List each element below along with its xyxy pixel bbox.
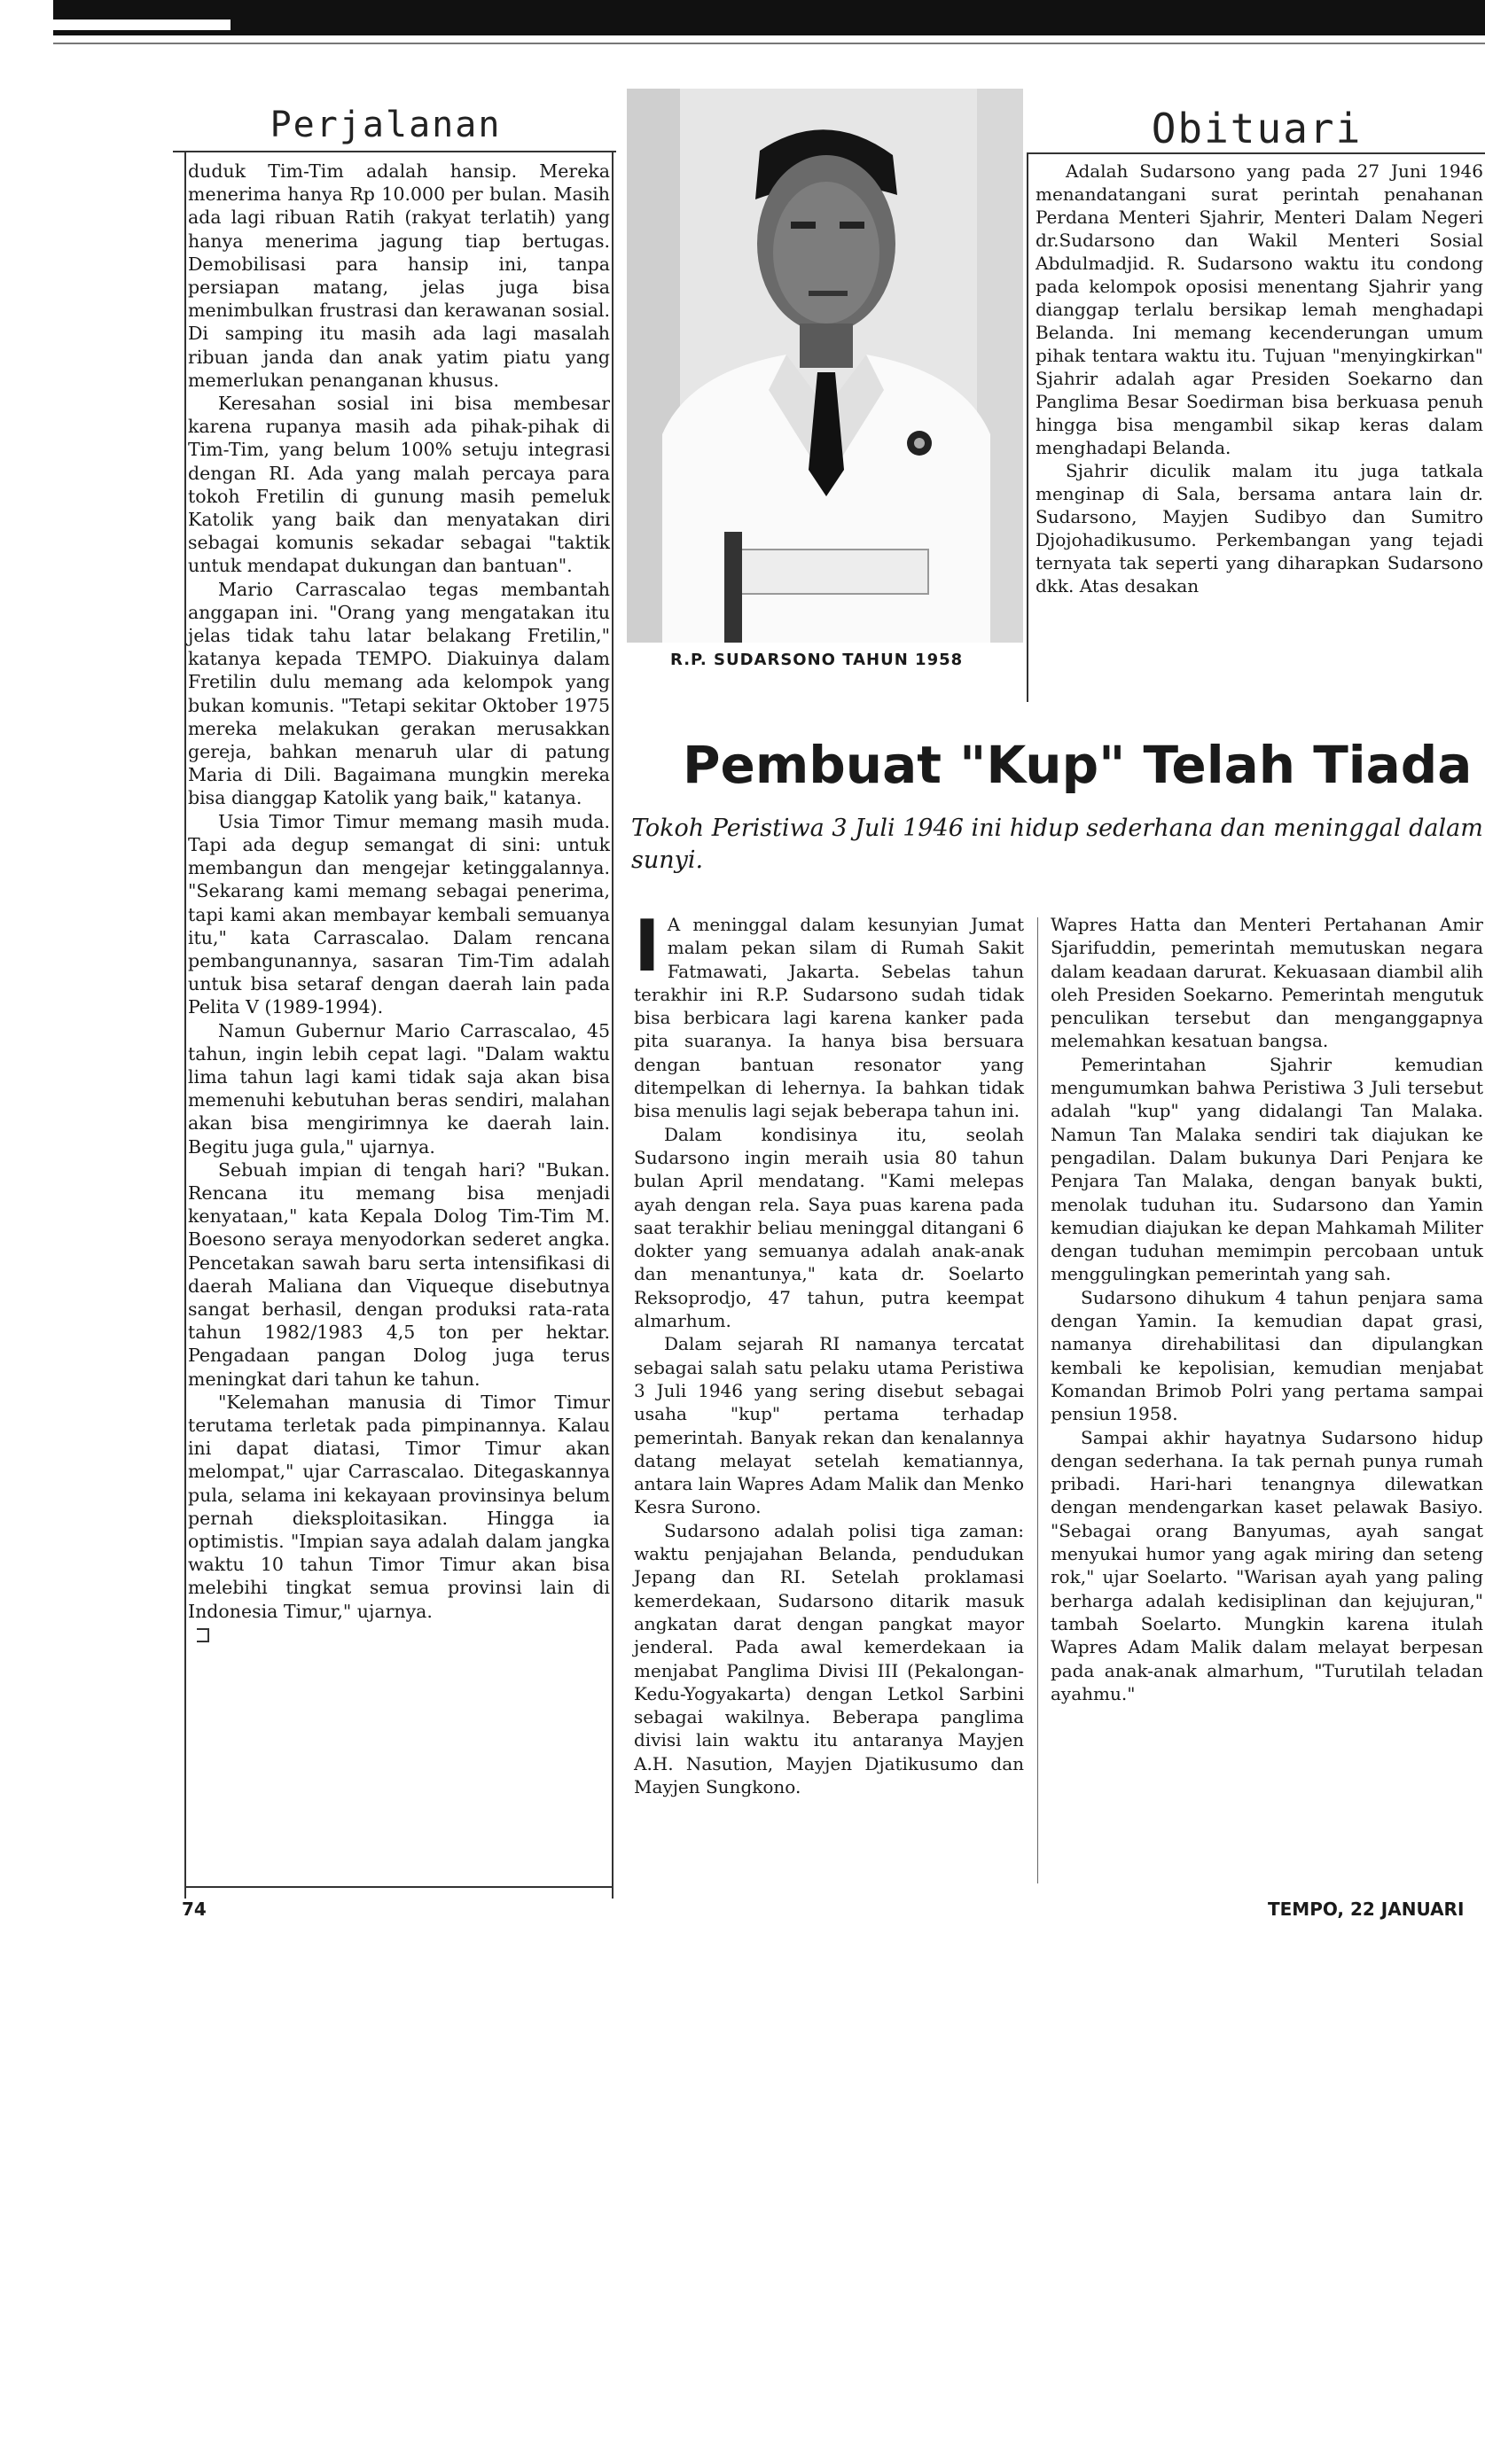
middle-paragraph-first bbox=[634, 905, 1024, 1123]
right-paragraph: Sudarsono dihukum 4 tahun penjara sama dengan Yamin. Ia kemudian dapat grasi, namanya direhabilitasi dan dipulangkan kembali ke kepolisian, kemudian menjabat Komandan Brimob Polri yang pertama sampai pensiun 1958. bbox=[1051, 1286, 1483, 1425]
portrait-photo bbox=[627, 89, 1023, 643]
right-paragraph: Sampai akhir hayatnya Sudarsono hidup dengan sederhana. Ia tak pernah punya rumah pribadi. Hari-hari tenangnya dilewatkan dengan mendengarkan kaset pelawak Basiyo. "Sebagai orang Banyumas, ayah sangat menyukai humor yang agak miring dan seteng rok," ujar Soelarto. "Warisan ayah yang paling berharga adalah kedisiplinan dan kejujuran," tambah Soelarto. Mungkin karena itulah Wapres Adam Malik dalam melayat berpesan pada anak-anak almarhum, "Turutilah teladan ayahmu." bbox=[1051, 1426, 1483, 1704]
left-paragraph: Namun Gubernur Mario Carrascalao, 45 tahun, ingin lebih cepat lagi. "Dalam waktu lima tahun lagi kami tidak saja akan bisa memenuhi kebutuhan beras sendiri, malahan akan bisa mengirimnya ke daerah lain. Begitu juga gula," ujarnya. bbox=[188, 1019, 610, 1158]
header-bar-notch bbox=[53, 19, 231, 30]
left-paragraph: Usia Timor Timur memang masih muda. Tapi ada degup semangat di sini: untuk membangun dan mengejar ketinggalannya. "Sekarang kami memang sebagai penerima, tapi kami akan membayar kembali semuanya itu," kata Carrascalao. Dalam rencana pembangunannya, sasaran Tim-Tim adalah untuk bisa setaraf dengan daerah lain pada Pelita V (1989-1994). bbox=[188, 810, 610, 1018]
obituari-top-rule bbox=[1027, 152, 1485, 154]
left-column-right-rule bbox=[612, 151, 614, 1899]
middle-paragraph: A meninggal dalam kesunyian Jumat malam pekan silam di Rumah Sakit Fatmawati, Jakarta. Sebelas tahun terakhir ini R.P. Sudarsono sudah tidak bisa berbicara lagi karena kanker pada pita suaranya. Ia hanya bisa bersuara dengan bantuan resonator yang ditempelkan di lehernya. Ia bahkan tidak bisa menulis lagi sejak beberapa tahun ini. bbox=[634, 914, 1024, 1122]
middle-paragraph: Dalam sejarah RI namanya tercatat sebagai salah satu pelaku utama Peristiwa 3 Juli 1946 yang sering disebut sebagai usaha "kup" pertama terhadap pemerintah. Banyak rekan dan kenalannya datang melayat setelah kematiannya, antara lain Wapres Adam Malik dan Menko Kesra Surono. bbox=[634, 1333, 1024, 1518]
page-number: 74 bbox=[182, 1899, 207, 1920]
obituari-top-text bbox=[1036, 160, 1483, 597]
obituari-left-rule bbox=[1027, 152, 1028, 702]
right-column-text bbox=[1051, 913, 1483, 1705]
obituari-paragraph: Adalah Sudarsono yang pada 27 Juni 1946 menandatangani surat perintah penahanan Perdana Menteri Sjahrir, Menteri Dalam Negeri dr.Sudarsono dan Wakil Menteri Sosial Abdulmadjid. R. Sudarsono waktu itu condong pada kelompok oposisi menentang Sjahrir yang dianggap terlalu bersikap lemah menghadapi Belanda. Ini memang kecenderungan umum pihak tentara waktu itu. Tujuan "menyingkirkan" Sjahrir adalah agar Presiden Soekarno dan Panglima Besar Soedirman bisa berkuasa penuh hingga bisa mengambil sikap keras dalam menghadapi Belanda. bbox=[1036, 160, 1483, 458]
obituari-paragraph: Sjahrir diculik malam itu juga tatkala menginap di Sala, bersama antara lain dr. Sudarsono, Mayjen Sudibyo dan Sumitro Djojohadikusumo. Perkembangan yang tejadi ternyata tak seperti yang diharapkan Sudarsono dkk. Atas desakan bbox=[1036, 460, 1483, 597]
deck: Tokoh Peristiwa 3 Juli 1946 ini hidup sederhana dan meninggal dalam sunyi. bbox=[631, 815, 1483, 874]
header-bar bbox=[53, 0, 1485, 35]
portrait-illustration bbox=[627, 89, 1023, 643]
left-column-bottom-rule bbox=[184, 1886, 614, 1888]
left-column-text bbox=[188, 160, 610, 1646]
photo-caption: R.P. SUDARSONO TAHUN 1958 bbox=[670, 651, 964, 669]
drop-cap: I bbox=[634, 905, 660, 987]
left-paragraph: "Kelemahan manusia di Timor Timur terutama terletak pada pimpinannya. Kalau ini dapat diatasi, Timor Timur akan melompat," ujar Carrascalao. Ditegaskannya pula, selama ini kekayaan provinsinya belum pernah dieksploitasikan. Hingga ia optimistis. "Impian saya adalah dalam jangka waktu 10 tahun Timor Timur akan bisa melebihi tingkat semua provinsi lain di Indonesia Timur," ujarnya. bbox=[188, 1391, 610, 1622]
left-paragraph: Keresahan sosial ini bisa membesar karena rupanya masih ada pihak-pihak di Tim-Tim, yang belum 100% setuju integrasi dengan RI. Ada yang malah percaya para tokoh Fretilin di gunung masih pemeluk Katolik yang baik dan menyatakan diri sebagai komunis sekadar sebagai "taktik untuk mendapat dukungan dan bantuan". bbox=[188, 393, 610, 577]
left-paragraph: Sebuah impian di tengah hari? "Bukan. Rencana itu memang bisa menjadi kenyataan," kata Kepala Dolog Tim-Tim M. Boesono seraya menyodorkan sederet angka. Pencetakan sawah baru serta intensifikasi di daerah Maliana dan Viqueque disebutnya sangat berhasil, dengan produksi rata-rata tahun 1982/1983 4,5 ton per hektar. Pengadaan pangan Dolog juga terus meningkat dari tahun ke tahun. bbox=[188, 1158, 610, 1390]
right-paragraph: Wapres Hatta dan Menteri Pertahanan Amir Sjarifuddin, pemerintah memutuskan negara dalam keadaan darurat. Kekuasaan diambil alih oleh Presiden Soekarno. Pemerintah mengutuk penculikan tersebut dan menganggapnya melemahkan kesatuan bangsa. bbox=[1051, 914, 1483, 1052]
middle-paragraph: Sudarsono adalah polisi tiga zaman: waktu penjajahan Belanda, pendudukan Jepang dan RI. Setelah proklamasi kemerdekaan, Sudarsono ditarik masuk angkatan darat dengan pangkat mayor jenderal. Pada awal kemerdekaan ia menjabat Panglima Divisi III (Pekalongan-Kedu-Yogyakarta) dengan Letkol Sarbini sebagai wakilnya. Beberapa panglima divisi lain waktu itu antaranya Mayjen A.H. Nasution, Mayjen Djatikusumo dan Mayjen Sungkono. bbox=[634, 1519, 1024, 1797]
column-divider bbox=[1037, 917, 1038, 1883]
rubric-perjalanan: Perjalanan bbox=[270, 105, 502, 145]
left-paragraph: Mario Carrascalao tegas membantah anggapan ini. "Orang yang mengatakan itu jelas tidak tahu latar belakang Fretilin," katanya kepada TEMPO. Diakuinya dalam Fretilin dulu memang ada kelompok yang bukan komunis. "Tetapi sekitar Oktober 1975 mereka melakukan gerakan merusakkan gereja, bahkan menaruh ular di patung Maria di Dili. Bagaimana mungkin mereka bisa dianggap Katolik yang baik," katanya. bbox=[188, 578, 610, 809]
middle-column-text bbox=[634, 905, 1024, 1798]
left-paragraph: duduk Tim-Tim adalah hansip. Mereka menerima hanya Rp 10.000 per bulan. Masih ada lagi ribuan Ratih (rakyat terlatih) yang hanya menerima jagung tiap bertugas. Demobilisasi para hansip ini, tanpa persiapan matang, jelas juga bisa menimbulkan frustrasi dan kerawanan sosial. Di samping itu masih ada lagi masalah ribuan janda dan anak yatim piatu yang memerlukan penanganan khusus. bbox=[188, 160, 610, 391]
left-column-left-rule bbox=[184, 151, 186, 1899]
headline: Pembuat "Kup" Telah Tiada bbox=[683, 735, 1473, 795]
end-mark-icon bbox=[197, 1628, 209, 1642]
rubric-obituari: Obituari bbox=[1151, 105, 1363, 152]
header-rule bbox=[53, 43, 1485, 44]
right-paragraph: Pemerintahan Sjahrir kemudian mengumumkan bahwa Peristiwa 3 Juli tersebut adalah "kup" yang didalangi Tan Malaka. Namun Tan Malaka sendiri tak diajukan ke pengadilan. Dalam bukunya Dari Penjara ke Penjara Tan Malaka, dengan banyak bukti, menolak tuduhan itu. Sudarsono dan Yamin kemudian diajukan ke depan Mahkamah Militer dengan tuduhan memimpin percobaan untuk menggulingkan pemerintah yang sah. bbox=[1051, 1053, 1483, 1285]
left-column-top-rule bbox=[173, 151, 616, 152]
middle-paragraph: Dalam kondisinya itu, seolah Sudarsono ingin meraih usia 80 tahun bulan April mendatang. "Kami melepas ayah dengan rela. Saya puas karena pada saat terakhir beliau meninggal ditangani 6 dokter yang semuanya adalah anak-anak dan menantunya," kata dr. Soelarto Reksoprodjo, 47 tahun, putra keempat almarhum. bbox=[634, 1123, 1024, 1332]
footer-issue: TEMPO, 22 JANUARI bbox=[1268, 1899, 1465, 1920]
